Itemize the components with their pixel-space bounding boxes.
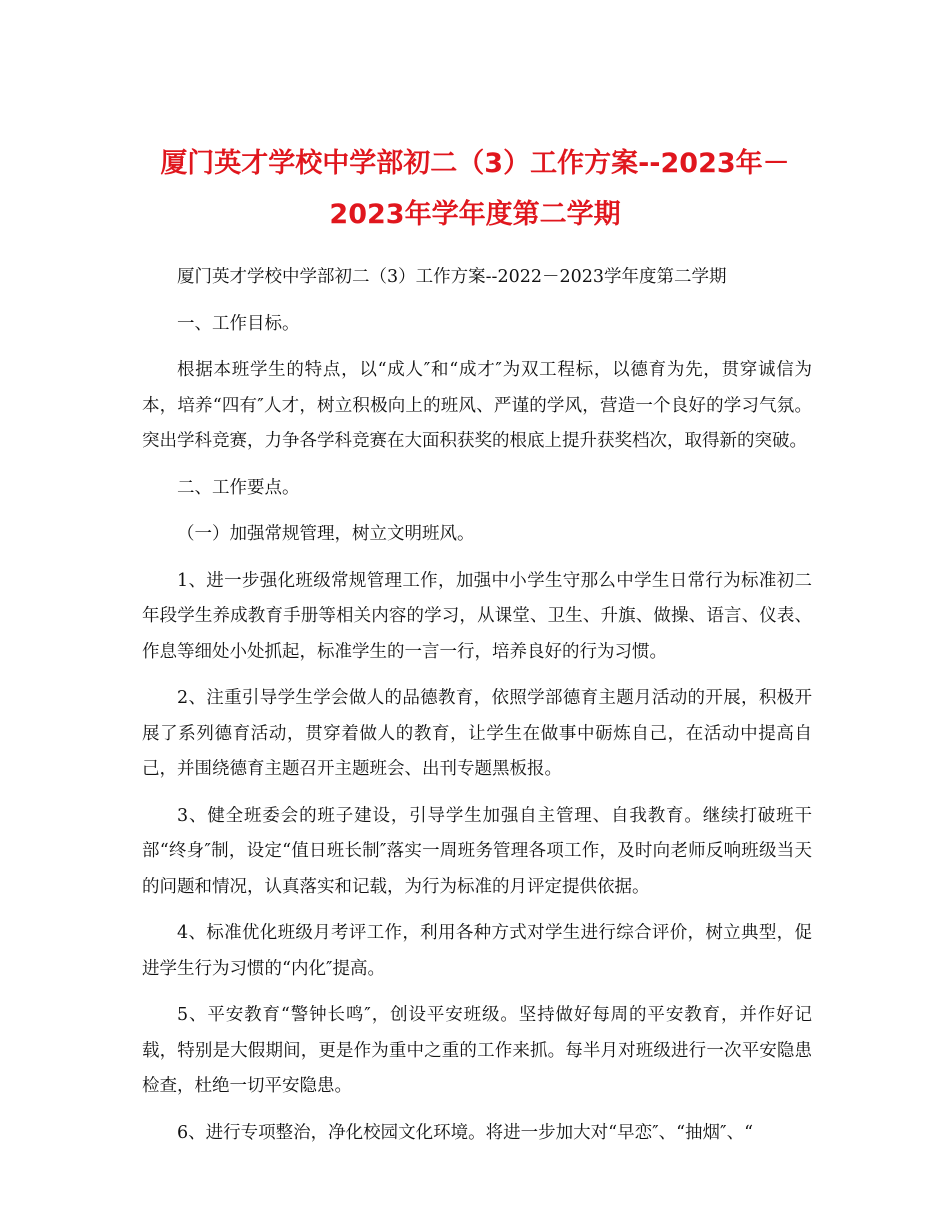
paragraph-item-3: 3、健全班委会的班子建设，引导学生加强自主管理、自我教育。继续打破班干部“终身″制，设定“值日班长制″落实一周班务管理各项工作，及时向老师反响班级当天的问题和情况，认真落实和记载，为行为标准的月评定提供依据。 <box>142 805 812 897</box>
subsection-heading-routine: （一）加强常规管理，树立文明班风。 <box>177 524 475 544</box>
document-title-line-2: 2023年学年度第二学期 <box>329 199 621 230</box>
paragraph-item-1: 1、进一步强化班级常规管理工作，加强中小学生守那么中学生日常行为标准初二年段学生养成教育手册等相关内容的学习，从课堂、卫生、升旗、做操、语言、仪表、作息等细处小处抓起，标准学生的一言一行，培养良好的行为习惯。 <box>142 570 812 662</box>
paragraph-item-2: 2、注重引导学生学会做人的品德教育，依照学部德育主题月活动的开展，积极开展了系列德育活动，贯穿着做人的教育，让学生在做事中砺炼自己，在活动中提高自己，并围绕德育主题召开主题班会、出刊专题黑板报。 <box>142 688 812 779</box>
paragraph-item-5: 5、平安教育“警钟长鸣″，创设平安班级。坚持做好每周的平安教育，并作好记载，特别是大假期间，更是作为重中之重的工作来抓。每半月对班级进行一次平安隐患检查，杜绝一切平安隐患。 <box>142 1005 812 1096</box>
paragraph-goals: 根据本班学生的特点，以“成人″和“成才″为双工程标，以德育为先，贯穿诚信为本，培养“四有″人才，树立积极向上的班风、严谨的学风，营造一个良好的学习气氛。突出学科竞赛，力争各学科竞赛在大面积获奖的根底上提升获奖档次，取得新的突破。 <box>142 360 812 451</box>
section-heading-key-points: 二、工作要点。 <box>177 477 300 498</box>
document-title-line-1: 厦门英才学校中学部初二（3）工作方案--2023年－ <box>160 148 790 179</box>
section-heading-goals: 一、工作目标。 <box>177 313 300 334</box>
paragraph-item-4: 4、标准优化班级月考评工作，利用各种方式对学生进行综合评价，树立典型，促进学生行为习惯的“内化″提高。 <box>142 923 812 979</box>
paragraph-subtitle: 厦门英才学校中学部初二（3）工作方案--2022－2023学年度第二学期 <box>177 267 727 287</box>
paragraph-item-6: 6、进行专项整治，净化校园文化环境。将进一步加大对“早恋″、“抽烟″、“ <box>177 1122 754 1143</box>
document-body <box>142 260 812 1162</box>
